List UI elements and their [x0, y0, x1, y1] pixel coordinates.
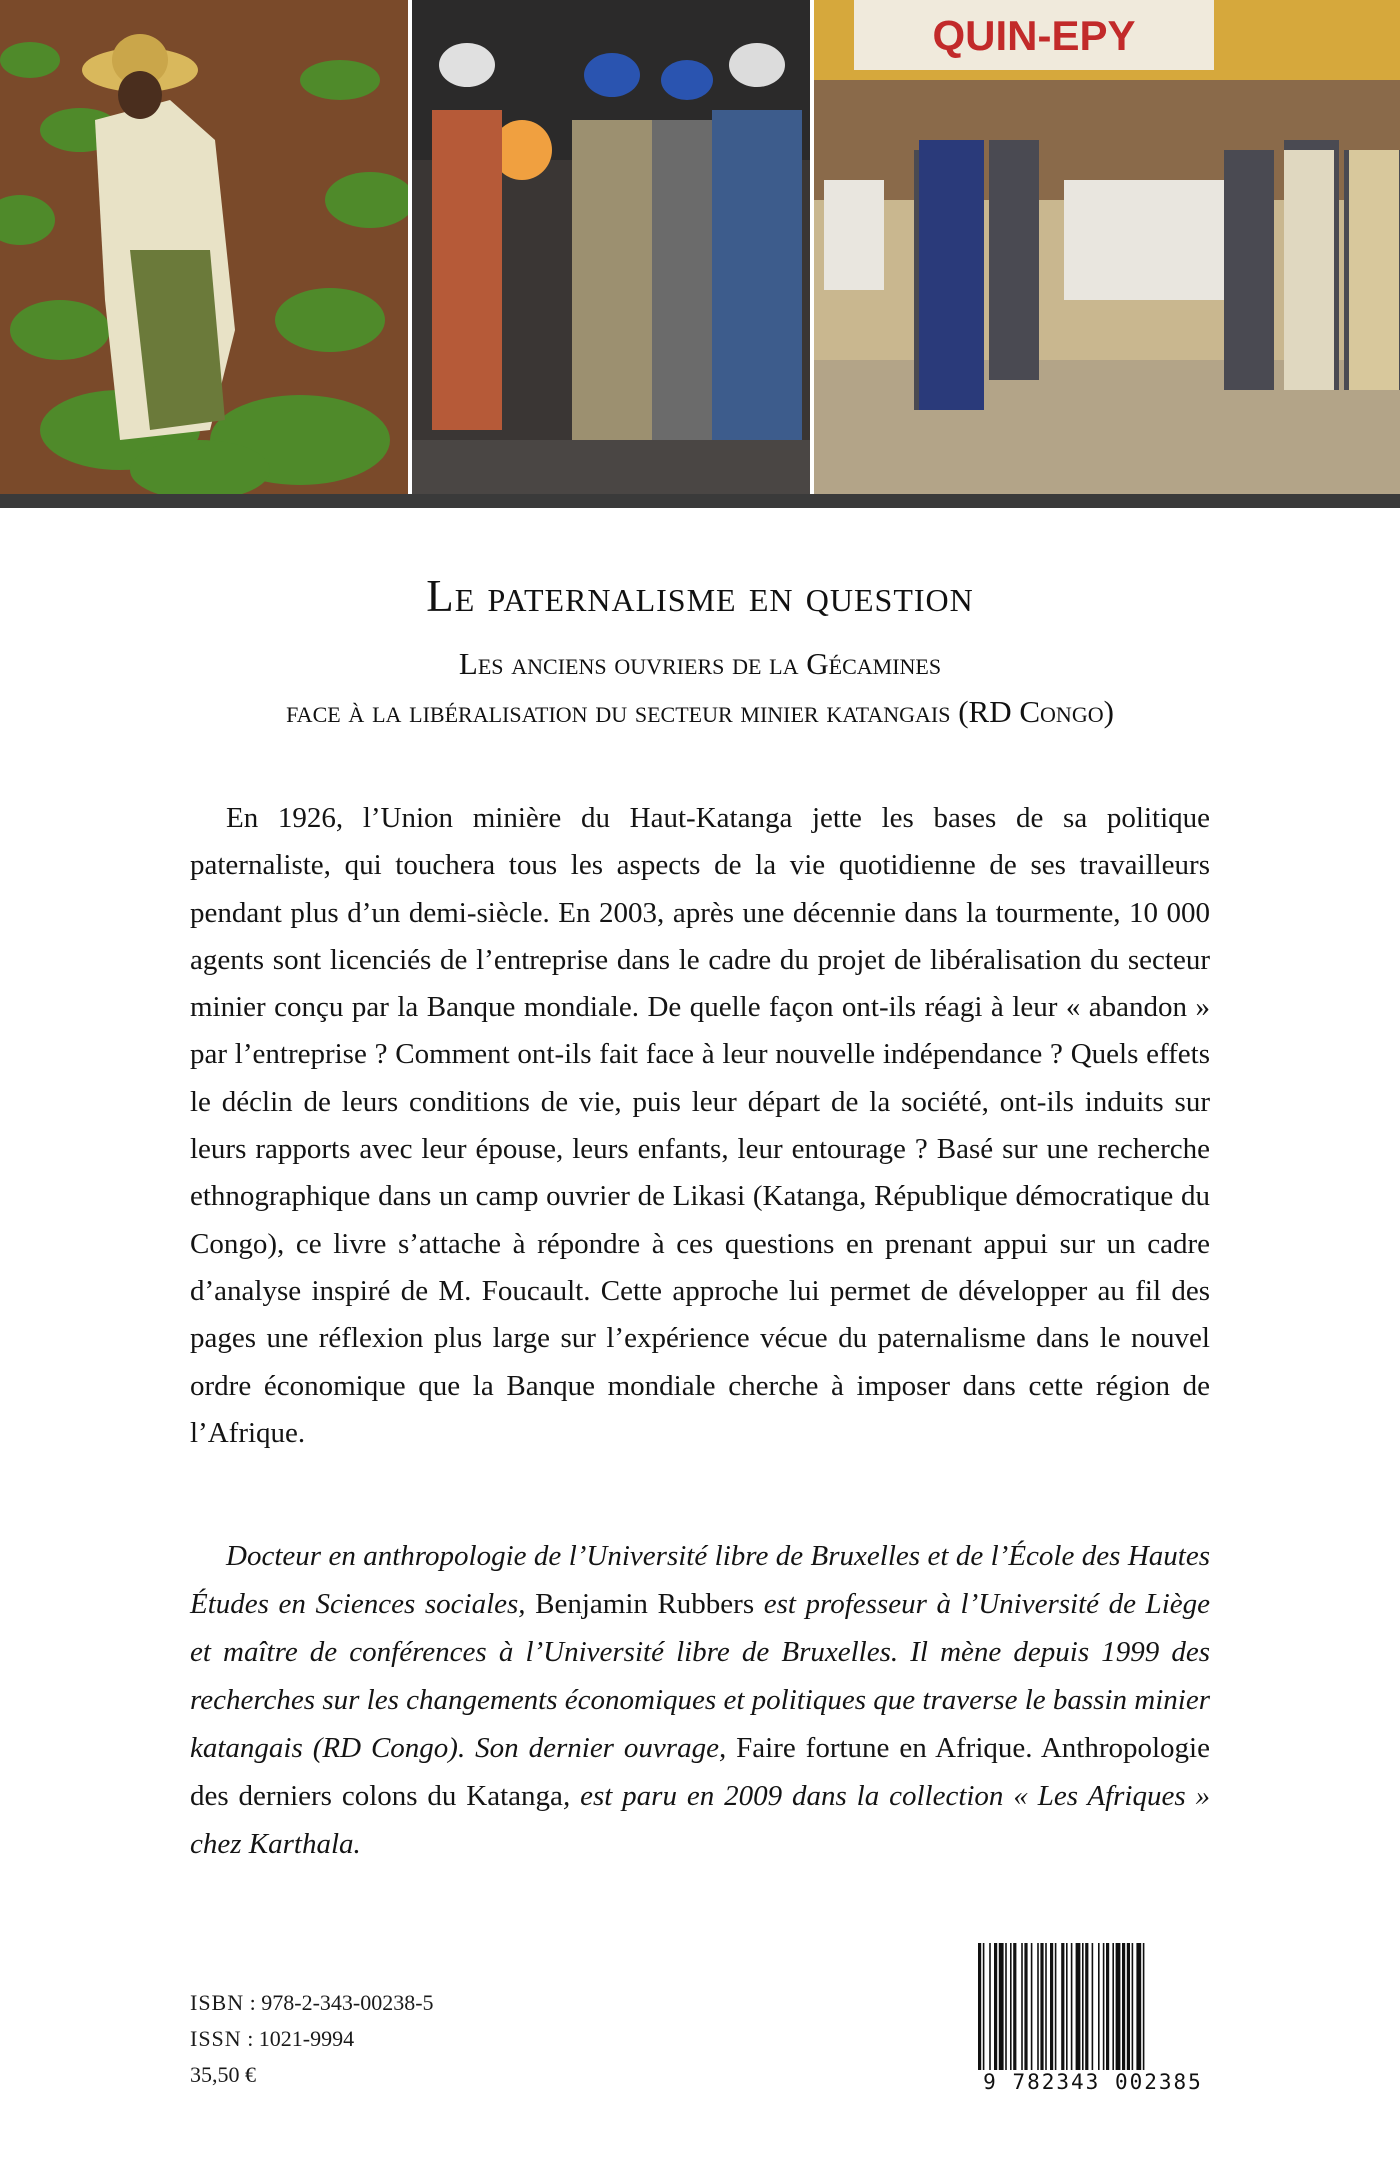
- barcode-bar: [1076, 1943, 1081, 2071]
- barcode-bar: [1010, 1943, 1012, 2071]
- isbn-value: : 978-2-343-00238-5: [244, 1990, 434, 2015]
- barcode-bar: [1098, 1943, 1100, 2071]
- protest-photo: [814, 0, 1400, 494]
- barcode-bar: [1040, 1943, 1043, 2071]
- barcode-bar: [1122, 1943, 1125, 2071]
- barcode-bar: [1045, 1943, 1047, 2071]
- barcode-bar: [989, 1943, 991, 2071]
- barcode-bar: [1037, 1943, 1039, 2071]
- subtitle-line-1: Les anciens ouvriers de la Gécamines: [458, 646, 942, 681]
- barcode-bar: [1112, 1943, 1114, 2071]
- barcode-bar: [999, 1943, 1004, 2071]
- isbn-label: ISBN: [190, 1990, 245, 2015]
- barcode-number: 9 782343 002385: [974, 2070, 1212, 2094]
- photo-strip: [0, 0, 1400, 494]
- barcode-bar: [1071, 1943, 1073, 2071]
- barcode-bar: [1085, 1943, 1088, 2071]
- barcode-bar: [1132, 1943, 1134, 2071]
- barcode-bar: [1106, 1943, 1109, 2071]
- title-block: [0, 570, 1400, 736]
- barcode-bar: [1116, 1943, 1121, 2071]
- miners-photo: [412, 0, 814, 494]
- barcode-bar: [1127, 1943, 1130, 2071]
- barcode-bar: [994, 1943, 997, 2071]
- bio-part-1: Docteur en anthropologie de l’Université libre de Bruxelles et de l’École des Hautes Études en Sciences sociales,: [190, 1540, 1210, 1620]
- summary-paragraph: En 1926, l’Union minière du Haut-Katanga jette les bases de sa politique paternaliste, qui touchera tous les aspects de la vie quotidienne de ses travailleurs pendant plus d’un demi-siècle. En 2003, après une décennie dans la tourmente, 10 000 agents sont licenciés de l’entreprise dans le cadre du projet de libéralisation du secteur minier conçu par la Banque mondiale. De quelle façon ont-ils réagi à leur « abandon » par l’entreprise ? Comment ont-ils fait face à leur nouvelle indépendance ? Quels effets le déclin de leurs conditions de vie, puis leur départ de la société, ont-ils induits sur leurs rapports avec leur épouse, leurs enfants, leur entourage ? Basé sur une recherche ethnographique dans un camp ouvrier de Likasi (Katanga, République démocratique du Congo), ce livre s’attache à répondre à ces questions en prenant appui sur un cadre d’analyse inspiré de M. Foucault. Cette approche lui permet de développer au fil des pages une réflexion plus large sur l’expérience vécue du paternalisme dans le nouvel ordre économique que la Banque mondiale cherche à imposer dans cette région de l’Afrique.: [190, 802, 1210, 1449]
- author-name: Benjamin Rubbers: [525, 1588, 764, 1620]
- book-reference: Faire fortune en Afrique. Anthropologie des derniers colons du Katanga: [190, 1732, 1210, 1812]
- price: 35,50 €: [190, 2062, 256, 2087]
- book-subtitle: [0, 640, 1400, 736]
- issn-label: ISSN: [190, 2026, 242, 2051]
- barcode-bars: [974, 1943, 1212, 2073]
- barcode-bar: [1021, 1943, 1023, 2071]
- subtitle-line-2: face à la libéralisation du secteur minier katangais (RD Congo): [286, 694, 1114, 729]
- barcode-bar: [1136, 1943, 1141, 2071]
- summary-text: [190, 795, 1210, 1457]
- barcode-bar: [1050, 1943, 1053, 2071]
- barcode: [974, 1943, 1212, 2083]
- publication-meta: [190, 1985, 434, 2093]
- barcode-bar: [1103, 1943, 1105, 2071]
- author-bio: [190, 1532, 1210, 1868]
- bio-part-2: est professeur à l’Université de Liège et maître de conférences à l’Université libre de Bruxelles. Il mène depuis 1999 des recherches sur les changements économiques et politiques que traverse le bassin minier katangais (RD Congo). Son dernier ouvrage,: [190, 1588, 1210, 1764]
- barcode-bar: [1092, 1943, 1094, 2071]
- barcode-bar: [1061, 1943, 1064, 2071]
- barcode-bar: [983, 1943, 985, 2071]
- farm-woman-photo: [0, 0, 412, 494]
- barcode-bar: [1013, 1943, 1016, 2071]
- barcode-bar: [1143, 1943, 1145, 2071]
- issn-line: [190, 2021, 434, 2057]
- barcode-bar: [1082, 1943, 1084, 2071]
- isbn-line: [190, 1985, 434, 2021]
- barcode-bar: [1024, 1943, 1027, 2071]
- book-title: Le paternalisme en question: [426, 571, 974, 621]
- barcode-bar: [1055, 1943, 1057, 2071]
- bio-part-3: , est paru en 2009 dans la collection « Les Afriques » chez Karthala.: [190, 1780, 1211, 1860]
- bio-paragraph: [190, 1532, 1210, 1868]
- shop-sign-text: QUIN-EPY: [932, 12, 1136, 59]
- barcode-bar: [1005, 1943, 1007, 2071]
- issn-value: : 1021-9994: [241, 2026, 355, 2051]
- barcode-bar: [1031, 1943, 1033, 2071]
- barcode-bar: [978, 1943, 981, 2071]
- divider-bar: [0, 494, 1400, 508]
- barcode-bar: [1066, 1943, 1068, 2071]
